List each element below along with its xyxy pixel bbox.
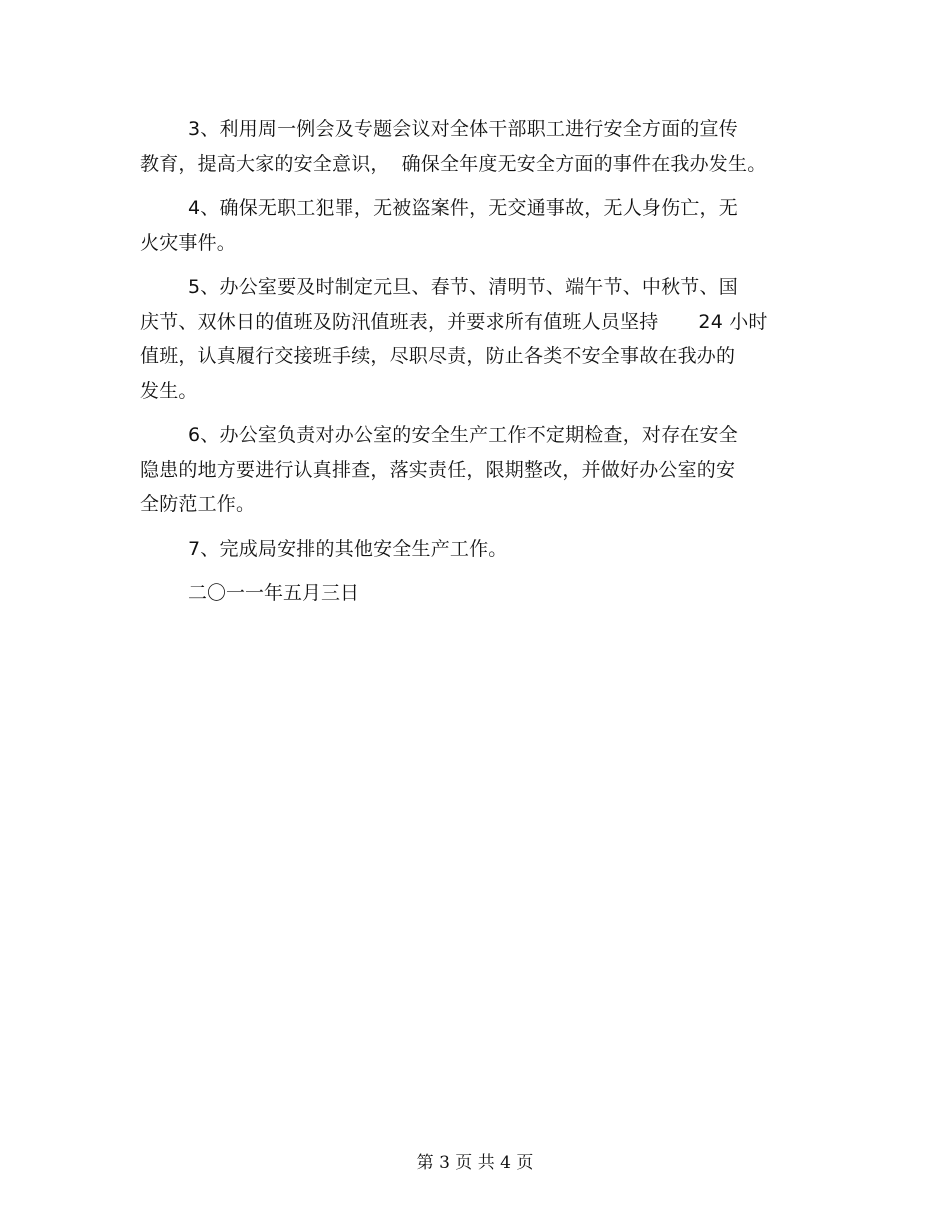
paragraph-segment: 教育，提高大家的安全意识，	[140, 152, 390, 175]
paragraph-7	[140, 532, 805, 567]
paragraph-line: 发生。	[140, 379, 198, 402]
paragraph-line: 7、完成局安排的其他安全生产工作。	[188, 537, 508, 560]
paragraph-3	[140, 112, 805, 181]
paragraph-line: 4、确保无职工犯罪，无被盗案件，无交通事故，无人身伤亡，无	[188, 197, 738, 219]
paragraph-line: 3、利用周一例会及专题会议对全体干部职工进行安全方面的宣传	[188, 118, 738, 140]
paragraph-segment: 确保全年度无安全方面的事件在我办发生。	[401, 152, 767, 175]
paragraph-line	[140, 147, 805, 182]
paragraph-line: 火灾事件。	[140, 231, 237, 254]
paragraph-6	[140, 418, 805, 522]
paragraph-line: 全防范工作。	[140, 493, 256, 515]
paragraph-line: 隐患的地方要进行认真排查，落实责任，限期整改，并做好办公室的安	[140, 458, 736, 481]
document-body	[140, 112, 805, 611]
paragraph-line: 值班，认真履行交接班手续，尽职尽责，防止各类不安全事故在我办的	[140, 345, 736, 367]
paragraph-line: 6、办公室负责对办公室的安全生产工作不定期检查，对存在安全	[188, 424, 738, 446]
paragraph-line: 5、办公室要及时制定元旦、春节、清明节、端午节、中秋节、国	[188, 276, 738, 298]
document-date: 二〇一一年五月三日	[188, 582, 360, 604]
paragraph-line	[140, 305, 805, 340]
paragraph-4	[140, 191, 805, 260]
page-number-footer: 第 3 页 共 4 页	[416, 1153, 534, 1173]
paragraph-segment: 庆节、双休日的值班及防汛值班表，并要求所有值班人员坚持	[140, 310, 659, 333]
paragraph-segment: 24 小时	[698, 310, 768, 333]
paragraph-5	[140, 270, 805, 408]
